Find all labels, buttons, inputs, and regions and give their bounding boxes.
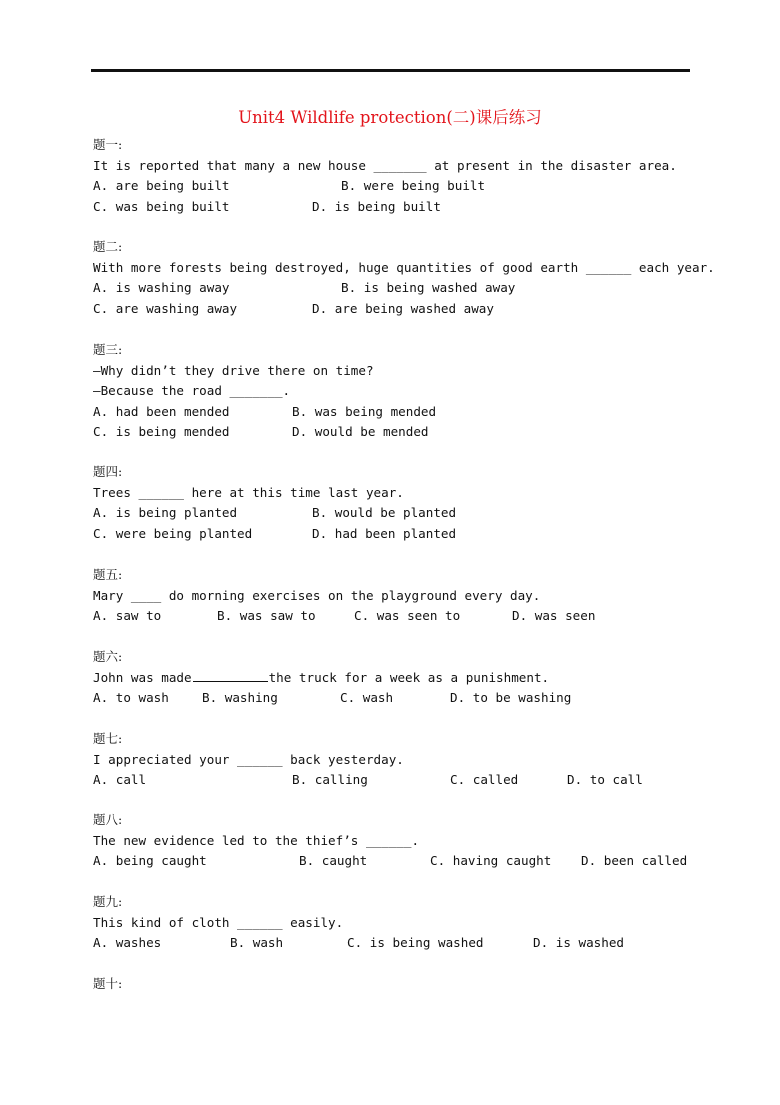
- option-c: C. called: [450, 772, 519, 788]
- question-stem: It is reported that many a new house _______ at present in the disaster area.: [93, 157, 677, 173]
- option-a: A. is washing away: [93, 280, 230, 296]
- option-a: A. being caught: [93, 853, 207, 869]
- option-c: C. wash: [340, 690, 394, 706]
- option-c: C. were being planted: [93, 525, 253, 541]
- question-stem: [93, 668, 693, 689]
- question-label: 题二:: [93, 239, 123, 254]
- question-stem: I appreciated your ______ back yesterday.: [93, 751, 404, 767]
- option-b: B. caught: [299, 853, 368, 869]
- option-b: B. is being washed away: [341, 280, 516, 296]
- question-9: [93, 892, 693, 954]
- option-c: C. was seen to: [354, 608, 461, 624]
- question-stem: Trees ______ here at this time last year.: [93, 484, 404, 500]
- question-label: 题一:: [93, 137, 123, 152]
- question-stem: Mary ____ do morning exercises on the playground every day.: [93, 587, 541, 603]
- stem-before-blank: John was made: [93, 669, 192, 685]
- question-5: [93, 565, 693, 627]
- question-7: [93, 729, 693, 791]
- question-stem: With more forests being destroyed, huge quantities of good earth ______ each year.: [93, 259, 715, 275]
- option-d: D. had been planted: [312, 525, 457, 541]
- question-label: 题八:: [93, 812, 123, 827]
- question-label: 题九:: [93, 894, 123, 909]
- option-d: D. to call: [567, 772, 643, 788]
- option-d: D. is washed: [533, 935, 624, 951]
- option-c: C. are washing away: [93, 300, 238, 316]
- question-stem: This kind of cloth ______ easily.: [93, 914, 344, 930]
- question-2: [93, 237, 715, 319]
- option-c: C. having caught: [430, 853, 552, 869]
- question-10: [93, 974, 693, 995]
- option-a: A. call: [93, 772, 147, 788]
- question-stem: —Because the road _______.: [93, 383, 291, 399]
- option-b: B. would be planted: [312, 505, 457, 521]
- option-b: B. wash: [230, 935, 284, 951]
- question-label: 题四:: [93, 464, 123, 479]
- option-d: D. to be washing: [450, 690, 572, 706]
- question-stem: The new evidence led to the thief’s ______.: [93, 832, 420, 848]
- option-c: C. is being washed: [347, 935, 484, 951]
- question-3: [93, 340, 693, 443]
- option-a: A. is being planted: [93, 505, 238, 521]
- question-label: 题三:: [93, 342, 123, 357]
- question-1: [93, 135, 693, 217]
- question-stem: —Why didn’t they drive there on time?: [93, 362, 374, 378]
- option-c: C. was being built: [93, 198, 230, 214]
- option-b: B. was saw to: [217, 608, 316, 624]
- header-rule: [91, 69, 690, 72]
- option-b: B. washing: [202, 690, 278, 706]
- option-b: B. were being built: [341, 178, 486, 194]
- option-a: A. saw to: [93, 608, 162, 624]
- option-d: D. is being built: [312, 198, 441, 214]
- option-a: A. washes: [93, 935, 162, 951]
- question-4: [93, 462, 693, 544]
- option-b: B. was being mended: [292, 403, 437, 419]
- option-a: A. are being built: [93, 178, 230, 194]
- question-label: 题六:: [93, 649, 123, 664]
- question-label: 题十:: [93, 976, 123, 991]
- option-b: B. calling: [292, 772, 368, 788]
- question-label: 题七:: [93, 731, 123, 746]
- answer-blank: [193, 668, 268, 682]
- option-d: D. was seen: [512, 608, 596, 624]
- question-label: 题五:: [93, 567, 123, 582]
- option-c: C. is being mended: [93, 424, 230, 440]
- option-a: A. had been mended: [93, 403, 230, 419]
- question-8: [93, 810, 693, 872]
- option-d: D. been called: [581, 853, 688, 869]
- option-d: D. are being washed away: [312, 300, 494, 316]
- option-a: A. to wash: [93, 690, 169, 706]
- option-d: D. would be mended: [292, 424, 429, 440]
- question-6: [93, 647, 693, 709]
- stem-after-blank: the truck for a week as a punishment.: [268, 669, 550, 685]
- page-title: Unit4 Wildlife protection(二)课后练习: [238, 108, 542, 127]
